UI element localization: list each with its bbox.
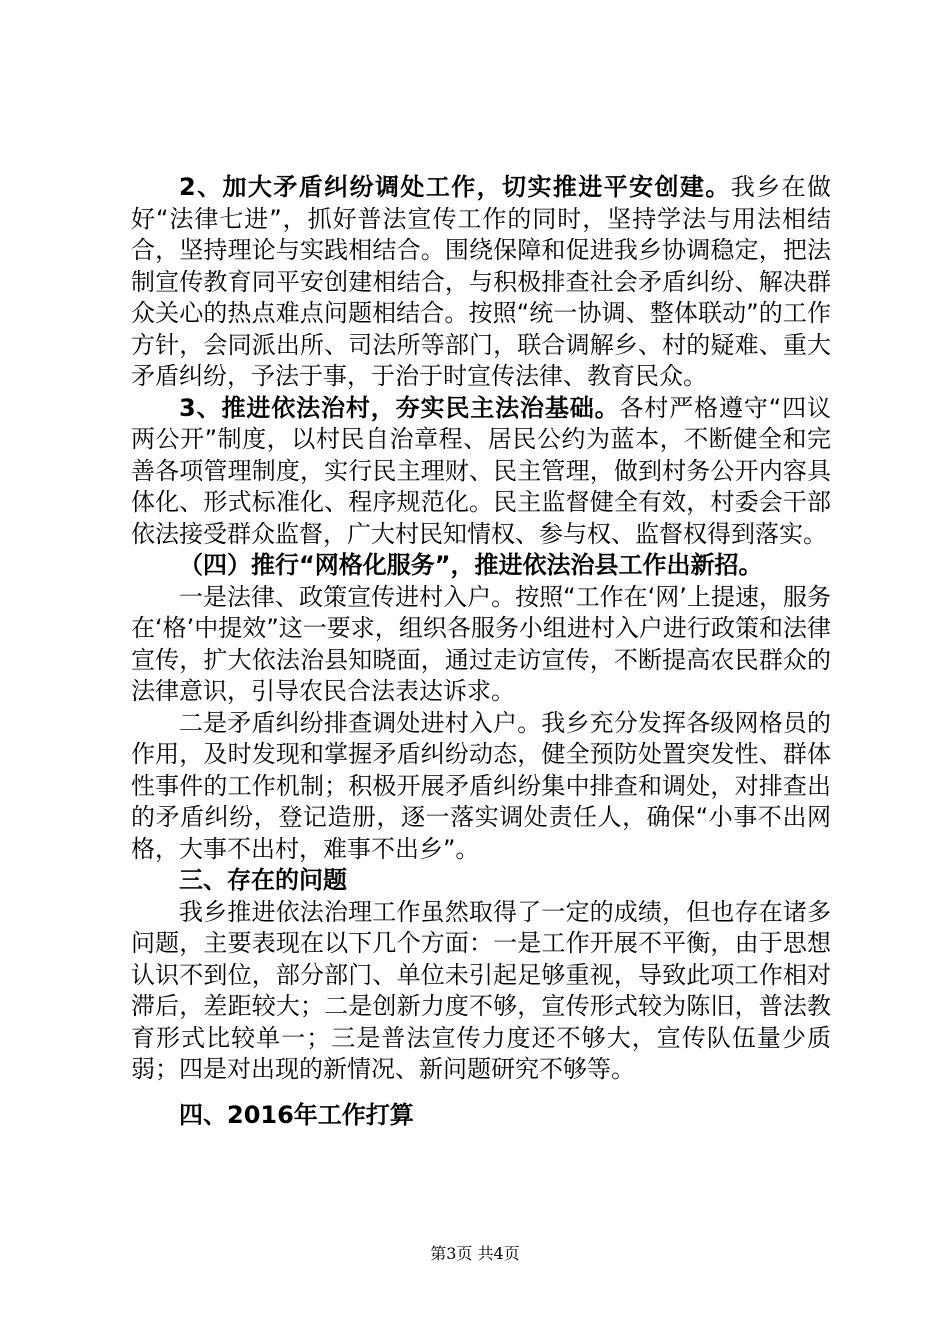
paragraph-village-rule-of-law: [131, 393, 831, 551]
paragraph-text-mediation: 我乡在做好“法律七进”，抓好普法宣传工作的同时，坚持学法与用法相结合，坚持理论与实践相结合。围绕保障和促进我乡协调稳定，把法制宣传教育同平安创建相结合，与积极排查社会矛盾纠纷、解决群众关心的热点难点问题相结合。按照“统一协调、整体联动”的工作方针，会同派出所、司法所等部门，联合调解乡、村的疑难、重大矛盾纠纷，予法于事，于治于时宣传法律、教育民众。: [131, 173, 832, 390]
paragraph-problems: 我乡推进依法治理工作虽然取得了一定的成绩，但也存在诸多问题，主要表现在以下几个方面：一是工作开展不平衡，由于思想认识不到位，部分部门、单位未引起足够重视，导致此项工作相对滞后，差距较大；二是创新力度不够，宣传形式较为陈旧，普法教育形式比较单一；三是普法宣传力度还不够大，宣传队伍量少质弱；四是对出现的新情况、新问题研究不够等。: [131, 897, 831, 1083]
section-heading-plans: 四、2016年工作打算: [179, 1100, 414, 1129]
paragraph-dispute-screening: 二是矛盾纠纷排查调处进村入户。我乡充分发挥各级网格员的作用，及时发现和掌握矛盾纠纷动态，健全预防处置突发性、群体性事件的工作机制；积极开展矛盾纠纷集中排查和调处，对排查出的矛盾纠纷，登记造册，逐一落实调处责任人，确保“小事不出网格，大事不出村，难事不出乡”。: [131, 708, 831, 863]
document-body: [131, 172, 831, 1131]
section-heading-problems: 三、存在的问题: [179, 866, 347, 894]
paragraph-text-village: 各村严格遵守“四议两公开”制度，以村民自治章程、居民公约为蓝本，不断健全和完善各项管理制度，实行民主理财、民主管理，做到村务公开内容具体化、形式标准化、程序规范化。民主监督健全有效，村委会干部依法接受群众监督，广大村民知情权、参与权、监督权得到落实。: [131, 393, 831, 548]
page-number-footer: 第3页 共4页: [430, 1244, 520, 1263]
paragraph-lead-mediation: 2、加大矛盾纠纷调处工作，切实推进平安创建。: [179, 173, 731, 201]
paragraph-mediation: [131, 172, 831, 393]
paragraph-law-publicity: 一是法律、政策宣传进村入户。按照“工作在‘网’上提速，服务在‘格’中提效”这一要求，组织各服务小组进村入户进行政策和法律宣传，扩大依法治县知晓面，通过走访宣传，不断提高农民群众的法律意识，引导农民合法表达诉求。: [131, 582, 831, 705]
paragraph-lead-village: 3、推进依法治村，夯实民主法治基础。: [179, 393, 620, 422]
subsection-heading-grid-service: （四）推行“网格化服务”，推进依法治县工作出新招。: [179, 551, 763, 579]
